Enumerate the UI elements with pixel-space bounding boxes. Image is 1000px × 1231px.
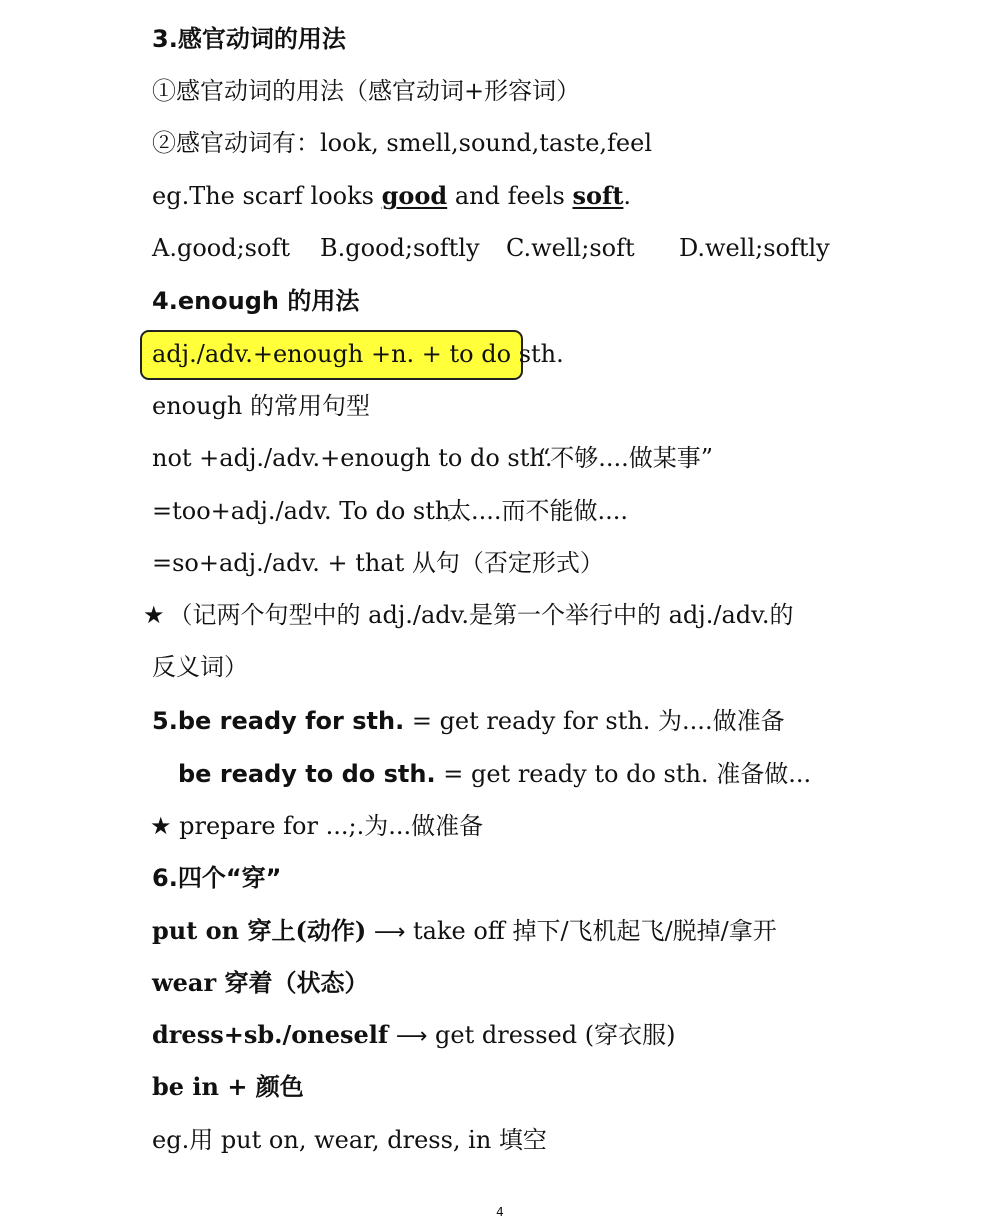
s4-pattern-3: =so+adj./adv. + that 从句（否定形式）: [152, 549, 604, 577]
section-5-heading: [152, 706, 785, 736]
s4-pattern-1-text: not +adj./adv.+enough to do sth.: [152, 444, 553, 472]
s6-example: eg.用 put on, wear, dress, in 填空: [152, 1126, 547, 1154]
s4-pattern-2: [152, 496, 629, 526]
s6-row-3: [152, 1020, 675, 1052]
s6-row-4: be in + 颜色: [152, 1072, 304, 1101]
s5-line-3-text: prepare for ...;.为...做准备: [171, 812, 484, 840]
s6-row-1: [152, 916, 777, 948]
s3-rule-1: ①感官动词的用法（感官动词+形容词）: [152, 77, 581, 105]
arrow-right-icon: ⟶: [395, 1024, 428, 1049]
s5-heading-rest: = get ready for sth. 为....做准备: [404, 707, 785, 735]
s3-example-word-soft: soft: [572, 181, 624, 210]
s4-pattern-1-meaning: “不够....做某事”: [538, 444, 714, 472]
s3-example-end: .: [623, 182, 632, 210]
s3-rule-2: ②感官动词有：look, smell,sound,taste,feel: [152, 129, 653, 157]
page-number: 4: [496, 1205, 504, 1219]
s4-note-text: （记两个句型中的 adj./adv.是第一个举行中的 adj./adv.的: [168, 601, 794, 629]
option-c: C.well;soft: [506, 234, 635, 262]
s4-pattern-2-meaning: 太....而不能做....: [447, 497, 629, 525]
s3-example-mid: and feels: [447, 182, 573, 210]
s4-note-line-1: [143, 600, 793, 630]
section-3-heading: 3.感官动词的用法: [152, 25, 346, 53]
arrow-right-icon: ⟶: [373, 920, 406, 945]
s6-row-3-rest: get dressed (穿衣服): [427, 1021, 676, 1049]
s5-line-2-rest: = get ready to do sth. 准备做...: [435, 760, 812, 788]
s4-formula: adj./adv.+enough +n. + to do sth.: [152, 340, 564, 368]
star-icon: ★: [143, 601, 165, 629]
s6-row-3-bold: dress+sb./oneself: [152, 1020, 389, 1049]
s3-example-word-good: good: [381, 181, 448, 210]
s5-heading-bold: 5.be ready for sth.: [152, 707, 405, 735]
section-4-heading: 4.enough 的用法: [152, 287, 360, 315]
option-d: D.well;softly: [679, 234, 830, 262]
s6-row-1-rest: take off 掉下/飞机起飞/脱掉/拿开: [405, 917, 777, 945]
option-b: B.good;softly: [320, 234, 480, 262]
s4-note-line-2: 反义词）: [152, 653, 248, 681]
s4-pattern-1: [152, 443, 714, 473]
s5-line-2-bold: be ready to do sth.: [178, 760, 436, 788]
s4-patterns-title: enough 的常用句型: [152, 392, 371, 420]
s4-pattern-2-text: =too+adj./adv. To do sth.: [152, 497, 458, 525]
star-icon: ★: [150, 812, 172, 840]
s6-row-2: wear 穿着（状态）: [152, 968, 369, 997]
s3-example: [152, 181, 631, 211]
s5-line-3: [150, 811, 483, 841]
s5-line-2: [178, 759, 811, 789]
section-6-heading: 6.四个“穿”: [152, 864, 282, 892]
s6-row-1-bold: put on 穿上(动作): [152, 916, 367, 945]
s3-example-prefix: eg.The scarf looks: [152, 182, 382, 210]
option-a: A.good;soft: [152, 234, 290, 262]
